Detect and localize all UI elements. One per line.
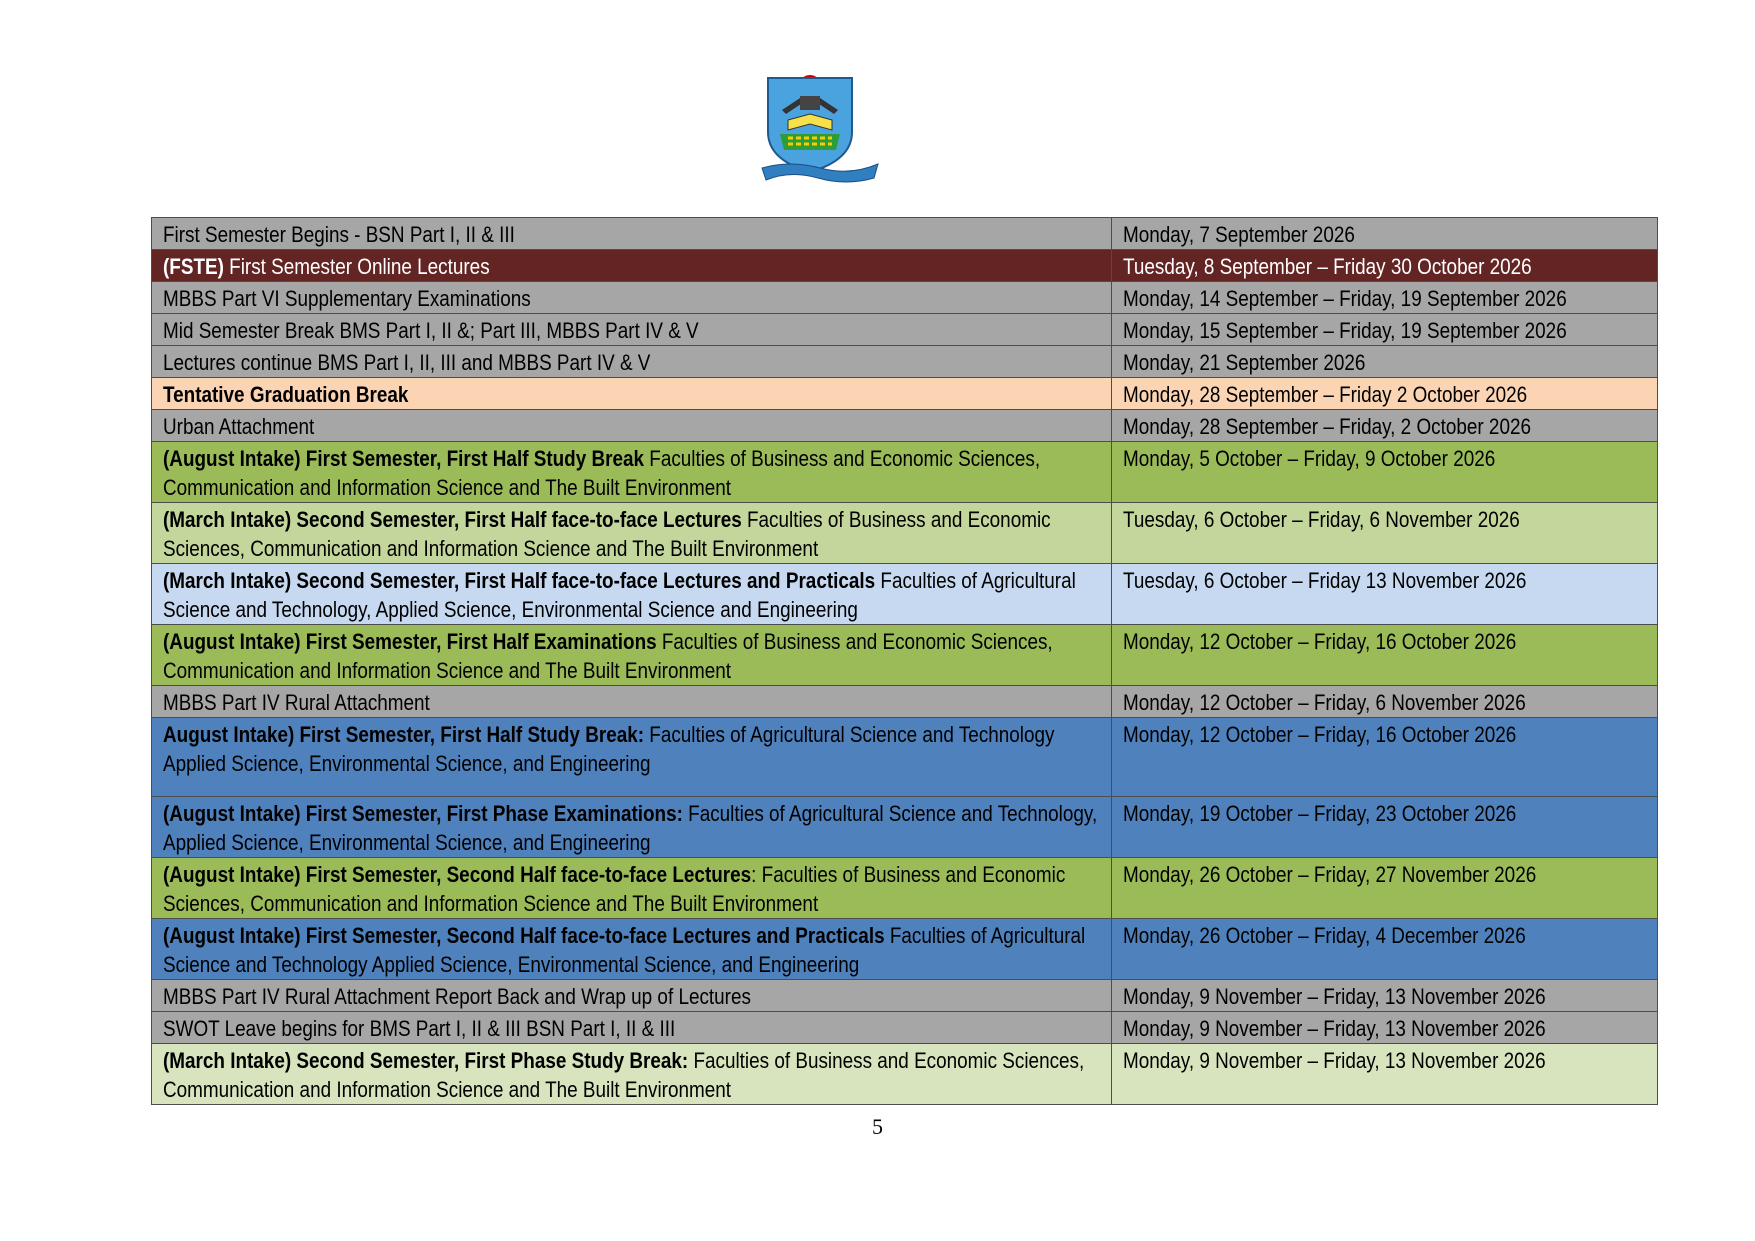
table-row: [152, 1012, 1658, 1044]
event-date: Monday, 9 November – Friday, 13 November 2026: [1123, 1016, 1546, 1041]
event-heading: (March Intake) Second Semester, First Half face-to-face Lectures: [163, 507, 742, 532]
table-row: [152, 503, 1658, 564]
date-cell: [1112, 442, 1658, 503]
event-date: Monday, 26 October – Friday, 27 November 2026: [1123, 862, 1537, 887]
event-date: Monday, 12 October – Friday, 16 October 2026: [1123, 722, 1517, 747]
event-heading: August Intake) First Semester, First Half Study Break:: [163, 722, 645, 747]
table-row: [152, 564, 1658, 625]
table-row: [152, 718, 1658, 797]
table-row: [152, 858, 1658, 919]
event-text: Faculties of Business and Economic Sciences, Communication and Information Science and The Built Environment: [163, 446, 1041, 500]
event-text: MBBS Part IV Rural Attachment Report Back and Wrap up of Lectures: [163, 984, 751, 1009]
event-heading: (March Intake) Second Semester, First Half face-to-face Lectures and Practicals: [163, 568, 876, 593]
event-text: MBBS Part IV Rural Attachment: [163, 690, 430, 715]
event-cell: [152, 1012, 1112, 1044]
event-cell: [152, 218, 1112, 250]
event-text: Faculties of Business and Economic Sciences, Communication and Information Science and The Built Environment: [163, 1048, 1085, 1102]
event-date: Monday, 26 October – Friday, 4 December 2026: [1123, 923, 1526, 948]
event-date: Monday, 28 September – Friday 2 October 2026: [1123, 382, 1528, 407]
event-date: Tuesday, 8 September – Friday 30 October 2026: [1123, 254, 1532, 279]
date-cell: [1112, 797, 1658, 858]
date-cell: [1112, 564, 1658, 625]
event-date: Tuesday, 6 October – Friday, 6 November 2026: [1123, 507, 1520, 532]
event-date: Monday, 21 September 2026: [1123, 350, 1366, 375]
event-date: Tuesday, 6 October – Friday 13 November 2026: [1123, 568, 1527, 593]
event-text: Faculties of Agricultural Science and Technology, Applied Science, Environmental Science, and Engineering: [163, 801, 1098, 855]
table-row: [152, 378, 1658, 410]
event-text: Urban Attachment: [163, 414, 315, 439]
event-text: Faculties of Agricultural Science and Technology, Applied Science, Environmental Science and Engineering: [163, 568, 1076, 622]
table-row: [152, 686, 1658, 718]
event-text: MBBS Part VI Supplementary Examinations: [163, 286, 531, 311]
event-date: Monday, 19 October – Friday, 23 October 2026: [1123, 801, 1517, 826]
event-heading: (August Intake) First Semester, First Phase Examinations:: [163, 801, 683, 826]
date-cell: [1112, 686, 1658, 718]
event-heading: Tentative Graduation Break: [163, 382, 409, 407]
table-row: [152, 1044, 1658, 1105]
table-row: [152, 314, 1658, 346]
event-cell: [152, 858, 1112, 919]
event-cell: [152, 314, 1112, 346]
event-heading: (August Intake) First Semester, First Half Study Break: [163, 446, 645, 471]
date-cell: [1112, 218, 1658, 250]
event-cell: [152, 410, 1112, 442]
event-cell: [152, 442, 1112, 503]
date-cell: [1112, 980, 1658, 1012]
event-heading: (March Intake) Second Semester, First Phase Study Break:: [163, 1048, 689, 1073]
event-date: Monday, 28 September – Friday, 2 October 2026: [1123, 414, 1531, 439]
event-cell: [152, 797, 1112, 858]
event-date: Monday, 12 October – Friday, 6 November 2026: [1123, 690, 1526, 715]
date-cell: [1112, 282, 1658, 314]
date-cell: [1112, 858, 1658, 919]
date-cell: [1112, 314, 1658, 346]
event-date: Monday, 14 September – Friday, 19 September 2026: [1123, 286, 1567, 311]
event-date: Monday, 9 November – Friday, 13 November 2026: [1123, 1048, 1546, 1073]
event-heading: (August Intake) First Semester, Second Half face-to-face Lectures: [163, 862, 752, 887]
date-cell: [1112, 1012, 1658, 1044]
event-cell: [152, 564, 1112, 625]
table-row: [152, 980, 1658, 1012]
university-crest-logo: [760, 72, 880, 188]
event-cell: [152, 282, 1112, 314]
event-cell: [152, 346, 1112, 378]
event-heading: (August Intake) First Semester, Second Half face-to-face Lectures and Practicals: [163, 923, 885, 948]
event-text: : Faculties of Business and Economic Sciences, Communication and Information Science and The Built Environment: [163, 862, 1066, 916]
table-row: [152, 797, 1658, 858]
event-date: Monday, 15 September – Friday, 19 September 2026: [1123, 318, 1567, 343]
event-text: Faculties of Agricultural Science and Technology Applied Science, Environmental Science, and Engineering: [163, 923, 1086, 977]
date-cell: [1112, 503, 1658, 564]
academic-calendar-table: [151, 217, 1658, 1105]
table-row: [152, 410, 1658, 442]
event-cell: [152, 1044, 1112, 1105]
event-text: Faculties of Business and Economic Sciences, Communication and Information Science and The Built Environment: [163, 629, 1053, 683]
event-cell: [152, 625, 1112, 686]
event-text: Faculties of Business and Economic Sciences, Communication and Information Science and The Built Environment: [163, 507, 1051, 561]
event-date: Monday, 7 September 2026: [1123, 222, 1355, 247]
event-cell: [152, 250, 1112, 282]
event-text: First Semester Online Lectures: [223, 254, 490, 279]
table-row: [152, 250, 1658, 282]
table-row: [152, 442, 1658, 503]
page-number: 5: [872, 1114, 883, 1139]
event-cell: [152, 686, 1112, 718]
event-date: Monday, 12 October – Friday, 16 October 2026: [1123, 629, 1517, 654]
event-date: Monday, 9 November – Friday, 13 November 2026: [1123, 984, 1546, 1009]
event-cell: [152, 503, 1112, 564]
table-row: [152, 919, 1658, 980]
date-cell: [1112, 625, 1658, 686]
date-cell: [1112, 250, 1658, 282]
event-text: Faculties of Agricultural Science and Technology Applied Science, Environmental Science, and Engineering: [163, 722, 1055, 776]
table-row: [152, 346, 1658, 378]
table-row: [152, 625, 1658, 686]
event-cell: [152, 378, 1112, 410]
event-heading: (August Intake) First Semester, First Half Examinations: [163, 629, 657, 654]
event-text: Lectures continue BMS Part I, II, III and MBBS Part IV & V: [163, 350, 651, 375]
date-cell: [1112, 718, 1658, 797]
date-cell: [1112, 378, 1658, 410]
event-text: Mid Semester Break BMS Part I, II &; Part III, MBBS Part IV & V: [163, 318, 699, 343]
date-cell: [1112, 1044, 1658, 1105]
event-date: Monday, 5 October – Friday, 9 October 2026: [1123, 446, 1496, 471]
event-text: First Semester Begins - BSN Part I, II & III: [163, 222, 515, 247]
event-cell: [152, 919, 1112, 980]
event-heading: (FSTE): [163, 254, 224, 279]
table-row: [152, 218, 1658, 250]
date-cell: [1112, 346, 1658, 378]
table-row: [152, 282, 1658, 314]
date-cell: [1112, 919, 1658, 980]
date-cell: [1112, 410, 1658, 442]
event-text: SWOT Leave begins for BMS Part I, II & III BSN Part I, II & III: [163, 1016, 676, 1041]
event-cell: [152, 718, 1112, 797]
event-cell: [152, 980, 1112, 1012]
